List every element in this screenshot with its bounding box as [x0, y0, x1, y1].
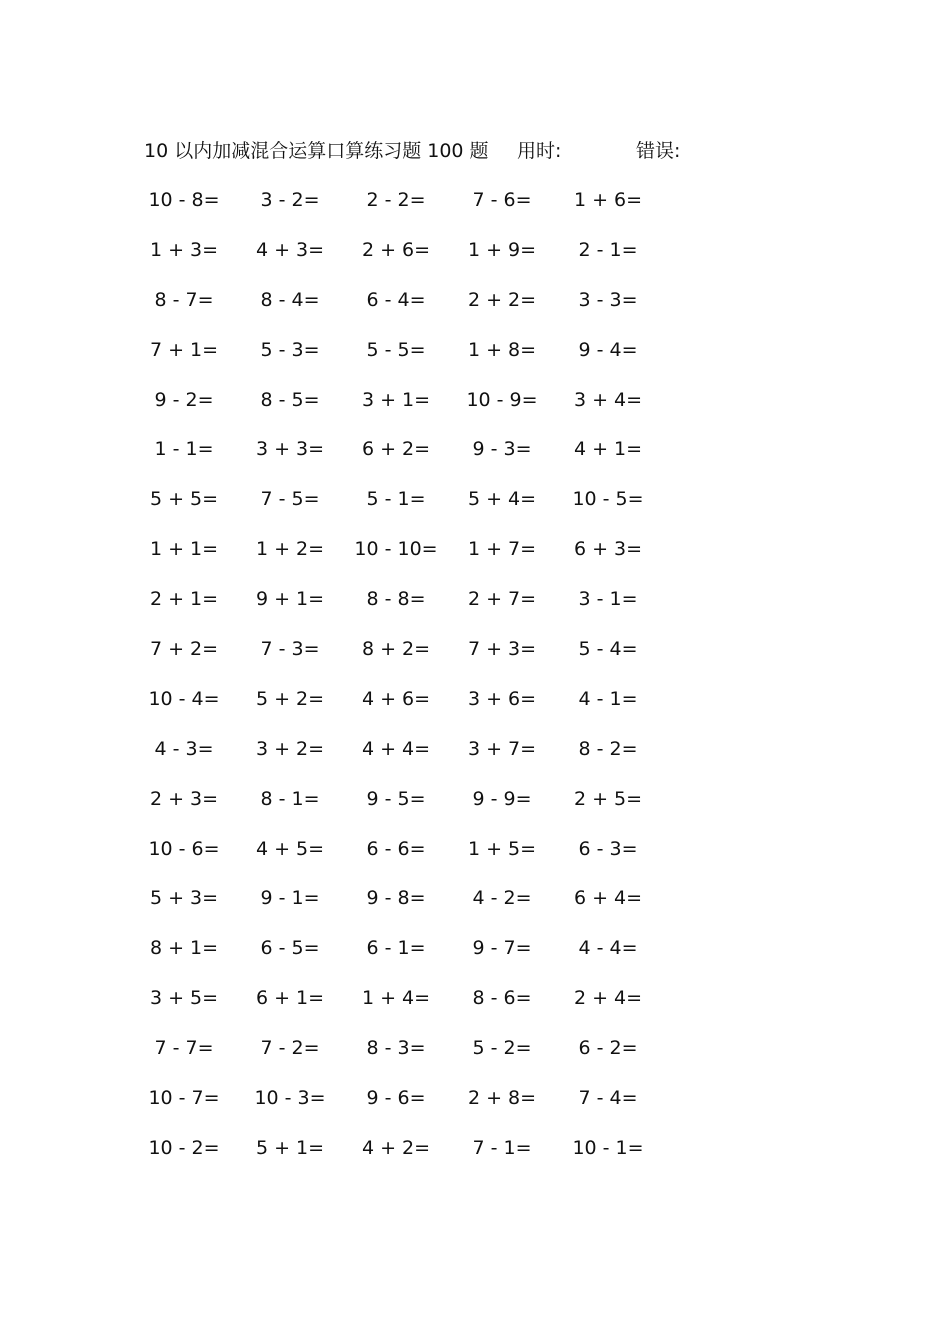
problem-row [0, 286, 950, 336]
problem-row [0, 336, 950, 386]
math-problem: 9 - 4= [578, 338, 638, 361]
math-problem: 9 - 7= [472, 937, 532, 960]
math-problem: 5 + 3= [149, 887, 219, 910]
math-problem: 6 - 1= [366, 937, 426, 960]
math-problem: 7 + 2= [149, 638, 219, 661]
math-problem: 7 + 1= [149, 338, 219, 361]
math-problem: 7 - 5= [260, 488, 320, 511]
math-problem: 5 - 5= [366, 338, 426, 361]
math-problem: 4 - 4= [578, 937, 638, 960]
math-problem: 10 - 2= [148, 1136, 220, 1159]
worksheet-title: 10 以内加减混合运算口算练习题 100 题 [144, 140, 489, 162]
math-problem: 1 + 2= [255, 538, 325, 561]
math-problem: 9 - 3= [472, 438, 532, 461]
math-problem: 10 - 9= [466, 388, 538, 411]
math-problem: 4 - 2= [472, 887, 532, 910]
problem-row [0, 835, 950, 885]
math-problem: 6 - 3= [578, 837, 638, 860]
math-problem: 5 + 4= [467, 488, 537, 511]
math-problem: 9 - 5= [366, 787, 426, 810]
math-problem: 6 + 1= [255, 987, 325, 1010]
math-problem: 4 - 3= [154, 737, 214, 760]
problem-row [0, 1034, 950, 1084]
math-problem: 8 - 1= [260, 787, 320, 810]
math-problem: 2 + 4= [573, 987, 643, 1010]
math-problem: 9 + 1= [255, 588, 325, 611]
math-problem: 8 - 3= [366, 1037, 426, 1060]
math-problem: 2 - 2= [366, 189, 426, 211]
problem-row [0, 635, 950, 685]
math-problem: 5 + 1= [255, 1136, 325, 1159]
errors-label: 错误: [636, 140, 681, 162]
math-problem: 3 + 5= [149, 987, 219, 1010]
math-problem: 3 - 2= [260, 189, 320, 211]
math-problem: 10 - 6= [148, 837, 220, 860]
math-problem: 7 + 3= [467, 638, 537, 661]
math-problem: 7 - 4= [578, 1087, 638, 1110]
math-problem: 9 - 9= [472, 787, 532, 810]
problem-row [0, 934, 950, 984]
math-problem: 4 + 1= [573, 438, 643, 461]
math-problem: 1 + 4= [361, 987, 431, 1010]
math-problem: 10 - 10= [354, 538, 438, 561]
math-problem: 9 - 2= [154, 388, 214, 411]
math-problem: 9 - 6= [366, 1087, 426, 1110]
math-problem: 5 + 5= [149, 488, 219, 511]
math-problem: 9 - 1= [260, 887, 320, 910]
math-problem: 9 - 8= [366, 887, 426, 910]
math-problem: 3 + 1= [361, 388, 431, 411]
math-problem: 1 + 7= [467, 538, 537, 561]
math-problem: 6 - 2= [578, 1037, 638, 1060]
math-problem: 8 - 2= [578, 737, 638, 760]
math-problem: 2 + 8= [467, 1087, 537, 1110]
math-problem: 7 - 3= [260, 638, 320, 661]
math-problem: 4 + 4= [361, 737, 431, 760]
problem-row [0, 685, 950, 735]
math-problem: 4 + 3= [255, 238, 325, 261]
problem-grid [0, 186, 950, 1184]
math-problem: 7 - 6= [472, 189, 532, 211]
problem-row [0, 236, 950, 286]
math-problem: 10 - 8= [148, 189, 220, 211]
math-problem: 2 + 6= [361, 238, 431, 261]
math-problem: 1 + 8= [467, 338, 537, 361]
math-problem: 2 + 7= [467, 588, 537, 611]
math-problem: 6 - 6= [366, 837, 426, 860]
math-problem: 3 + 4= [573, 388, 643, 411]
math-problem: 2 - 1= [578, 238, 638, 261]
math-problem: 8 - 4= [260, 288, 320, 311]
math-problem: 3 + 6= [467, 687, 537, 710]
math-problem: 4 + 2= [361, 1136, 431, 1159]
math-problem: 8 - 7= [154, 288, 214, 311]
problem-row [0, 186, 950, 236]
math-problem: 6 + 2= [361, 438, 431, 461]
math-problem: 2 + 2= [467, 288, 537, 311]
problem-row [0, 1134, 950, 1184]
math-problem: 1 - 1= [154, 438, 214, 461]
problem-row [0, 884, 950, 934]
math-problem: 10 - 4= [148, 687, 220, 710]
math-problem: 8 - 8= [366, 588, 426, 611]
math-problem: 5 - 4= [578, 638, 638, 661]
math-problem: 1 + 9= [467, 238, 537, 261]
math-problem: 4 - 1= [578, 687, 638, 710]
math-problem: 6 + 3= [573, 538, 643, 561]
math-problem: 10 - 1= [572, 1136, 644, 1159]
problem-row [0, 435, 950, 485]
problem-row [0, 785, 950, 835]
math-problem: 7 - 1= [472, 1136, 532, 1159]
math-problem: 5 - 2= [472, 1037, 532, 1060]
math-problem: 3 + 3= [255, 438, 325, 461]
worksheet-header [0, 137, 950, 165]
math-problem: 10 - 3= [254, 1087, 326, 1110]
math-problem: 2 + 3= [149, 787, 219, 810]
math-problem: 3 - 1= [578, 588, 638, 611]
math-problem: 2 + 1= [149, 588, 219, 611]
math-problem: 5 + 2= [255, 687, 325, 710]
math-problem: 1 + 1= [149, 538, 219, 561]
problem-row [0, 386, 950, 436]
math-problem: 8 - 5= [260, 388, 320, 411]
math-problem: 3 + 2= [255, 737, 325, 760]
math-problem: 6 - 4= [366, 288, 426, 311]
problem-row [0, 1084, 950, 1134]
math-problem: 5 - 1= [366, 488, 426, 511]
math-problem: 8 + 1= [149, 937, 219, 960]
math-problem: 3 - 3= [578, 288, 638, 311]
math-problem: 7 - 2= [260, 1037, 320, 1060]
math-problem: 1 + 6= [573, 189, 643, 211]
math-problem: 7 - 7= [154, 1037, 214, 1060]
math-problem: 10 - 7= [148, 1087, 220, 1110]
problem-row [0, 984, 950, 1034]
math-problem: 1 + 3= [149, 238, 219, 261]
math-problem: 8 + 2= [361, 638, 431, 661]
problem-row [0, 585, 950, 635]
math-problem: 1 + 5= [467, 837, 537, 860]
math-problem: 10 - 5= [572, 488, 644, 511]
time-used-label: 用时: [517, 140, 562, 162]
problem-row [0, 485, 950, 535]
math-problem: 5 - 3= [260, 338, 320, 361]
math-problem: 6 - 5= [260, 937, 320, 960]
math-problem: 6 + 4= [573, 887, 643, 910]
math-problem: 4 + 6= [361, 687, 431, 710]
math-problem: 2 + 5= [573, 787, 643, 810]
problem-row [0, 535, 950, 585]
problem-row [0, 735, 950, 785]
math-problem: 3 + 7= [467, 737, 537, 760]
math-problem: 8 - 6= [472, 987, 532, 1010]
math-problem: 4 + 5= [255, 837, 325, 860]
